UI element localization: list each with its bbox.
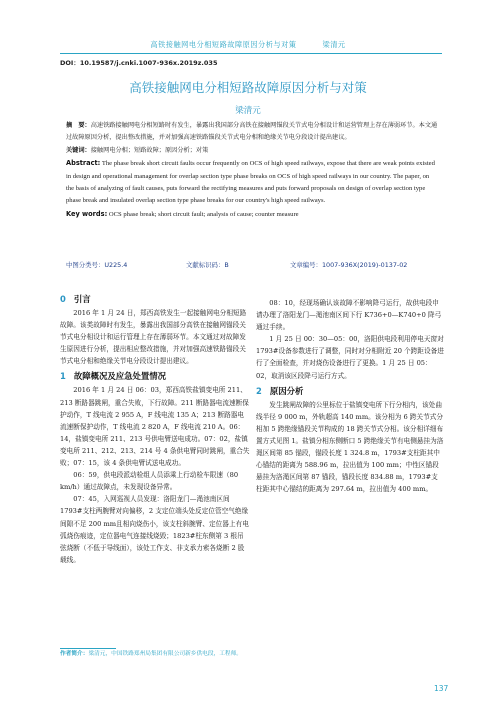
keywords-cn-text: 接触网电分相；短路故障；原因分析；对策 [90,146,209,154]
page-number: 137 [434,684,449,693]
art-value: 1007-936X(2019)-0137-02 [321,261,408,269]
doc-label: 文献标识码： [186,261,225,269]
doi[interactable]: DOI：10.19587/j.cnki.1007-936x.2019z.035 [60,59,218,67]
clc-label: 中图分类号： [66,261,105,269]
section-heading-1 [60,369,250,383]
section-title-0: 引言 [73,294,91,304]
keywords-en-label: Key words: [66,209,108,218]
keywords-en-text: OCS phase break; short circuit fault; analysis of cause; counter measure [108,210,299,218]
paragraph: 2016 年 1 月 24 日，郑西高铁发生一起接触网电分相短路故障。该类故障时有发生，暴露出我国部分高铁在接触网锚段关节式电分相设计和运行管理上存在薄弱环节。本文通过对故障发生原因进行分析，提出相应整改措施，并对加强高速铁路锚段关节式电分相和绝缘关节电分段设计提出建议。 [60,309,247,366]
doc-value: B [224,261,229,269]
doc-code [186,260,229,269]
abstract-block [66,120,438,221]
paragraph: 06：59，供电段派动检组人员添乘上行动检车限速（80 km/h）通过故障点，未发现设备异常。 [60,471,239,492]
section-title-1: 故障概况及应急处置情况 [73,371,166,382]
paper-title: 高铁接触网电分相短路故障原因分析与对策 [129,80,367,95]
clc-number [66,260,127,269]
section-number-2: 2 [256,385,262,396]
author-footnote [60,650,250,659]
section-heading-2 [256,384,444,398]
abstract-cn-text: 高速铁路接触网电分相短路时有发生，暴露出我国部分高铁在接触网锚段关节式电分相设计和运营管理上存在薄弱环节。本文通过故障原因分析，提出整改措施，并对加强高速铁路锚段关节式电分相和绝缘关节电分段设计提出建议。 [66,122,438,142]
section-heading-0 [60,292,250,306]
running-author: 梁清元 [322,40,346,49]
keywords-cn [66,145,438,157]
section-title-2: 原因分析 [269,385,304,396]
keywords-cn-label: 关键词： [66,146,91,154]
abstract-en-text: The phase break short circuit faults occur frequently on OCS of high speed railways, expose that there are weak points existed in design and operational management for overlap section type phase breaks on OCS of high speed railways in our country. The paper, on the basis of analyzing of fault causes, puts forward the rectifying measures and puts forward proposals on design of overlap section type phase break and insulated overlap section type phase breaks for our country's high speed railways. [66,160,435,205]
abstract-cn-label: 摘 要： [66,122,91,129]
classification-row [66,260,438,272]
paragraph: 1 月 25 日 00：30—05：00，洛阳供电段利用停电天窗对 1793#设备参数进行了调整，同时对分相附近 20 个跨距设备进行了全面检查，并对烧伤设备进行了更换。1 月 25 日 05：02，取消该区段降弓运行方式。 [256,335,444,380]
author-name: 梁清元 [235,106,261,116]
paragraph: 2016 年 1 月 24 日 06：03，郑西高铁盐镇变电所 211、213 断路器跳闸，重合失败，下行故障。211 断路器电流速断保护动作，T 线电流 2 955 A，F 线电流 135 A；213 断路器电流速断保护动作，T 线电流 2 820 A，F 线电流 210 A。06：14，盐镇变电所 211、213 号供电臂送电成功。07：02，盐镇变电所 211、212、213、214 号 4 条供电臂同时跳闸，重合失败；07：15，该 4 条供电臂试送电成功。 [60,386,250,468]
clc-value: U225.4 [104,261,128,269]
left-column [60,290,250,566]
abstract-en [66,157,438,208]
paragraph: 发生跳闸故障的公里标位于盐镇变电所下行分相内，该处曲线半径 9 000 m，外轨超高 140 mm。该分相为 6 跨关节式分相加 5 跨绝缘锚段关节构成的 18 跨关节式分相。该分相详细布置方式见图 1。盐镇分相东侧断口 5 跨绝缘关节有电侧悬挂为洛渑区间第 85 锚段，锚段长度 1 324.8 m，1793#支柱距其中心锚结的距离为 588.96 m，拉出值为 100 mm；中性区锚段悬挂为洛渑区间第 87 锚段，锚段长度 834.88 m，1793#支柱距其中心锚结的距离为 297.64 m，拉出值为 400 mm。 [256,400,444,494]
abstract-en-label: Abstract: [66,159,101,168]
paragraph: 08：10，经现场确认该故障不影响降弓运行，故供电段申请办理了洛阳龙门—渑池南区间下行 K736+0—K740+0 降弓通过手续。 [256,299,442,332]
footnote-text: 梁清元，中国铁路郑州局集团有限公司新乡供电段，工程师。 [88,651,242,657]
article-number [290,260,407,269]
paragraph: 07：45，入网巡视人员发现：洛阳龙门—渑池南区间 1793#支柱两腕臂对向偏移，2 支定位端头处反定位管空气绝缘间隙不足 200 mm且相向烧伤小，该支柱斜腕臂、定位器上有电弧烧伤痕迹，定位器电气连接线烧毁；1823#柱东侧第 3 根吊弦烧断（不低于导线面），该处工作支、非支承力索各烧断 2 股载线。 [60,495,249,564]
right-column [256,297,444,495]
section-number-1: 1 [60,371,66,382]
art-label: 文章编号： [290,261,322,269]
abstract-cn [66,120,438,145]
section-number-0: 0 [60,294,66,304]
running-head [0,40,496,50]
header-rule [60,53,442,54]
running-title: 高铁接触网电分相短路故障原因分析与对策 [150,40,297,49]
footnote-label: 作者简介： [60,651,89,657]
keywords-en [66,208,438,221]
footnote-rule [60,648,116,649]
